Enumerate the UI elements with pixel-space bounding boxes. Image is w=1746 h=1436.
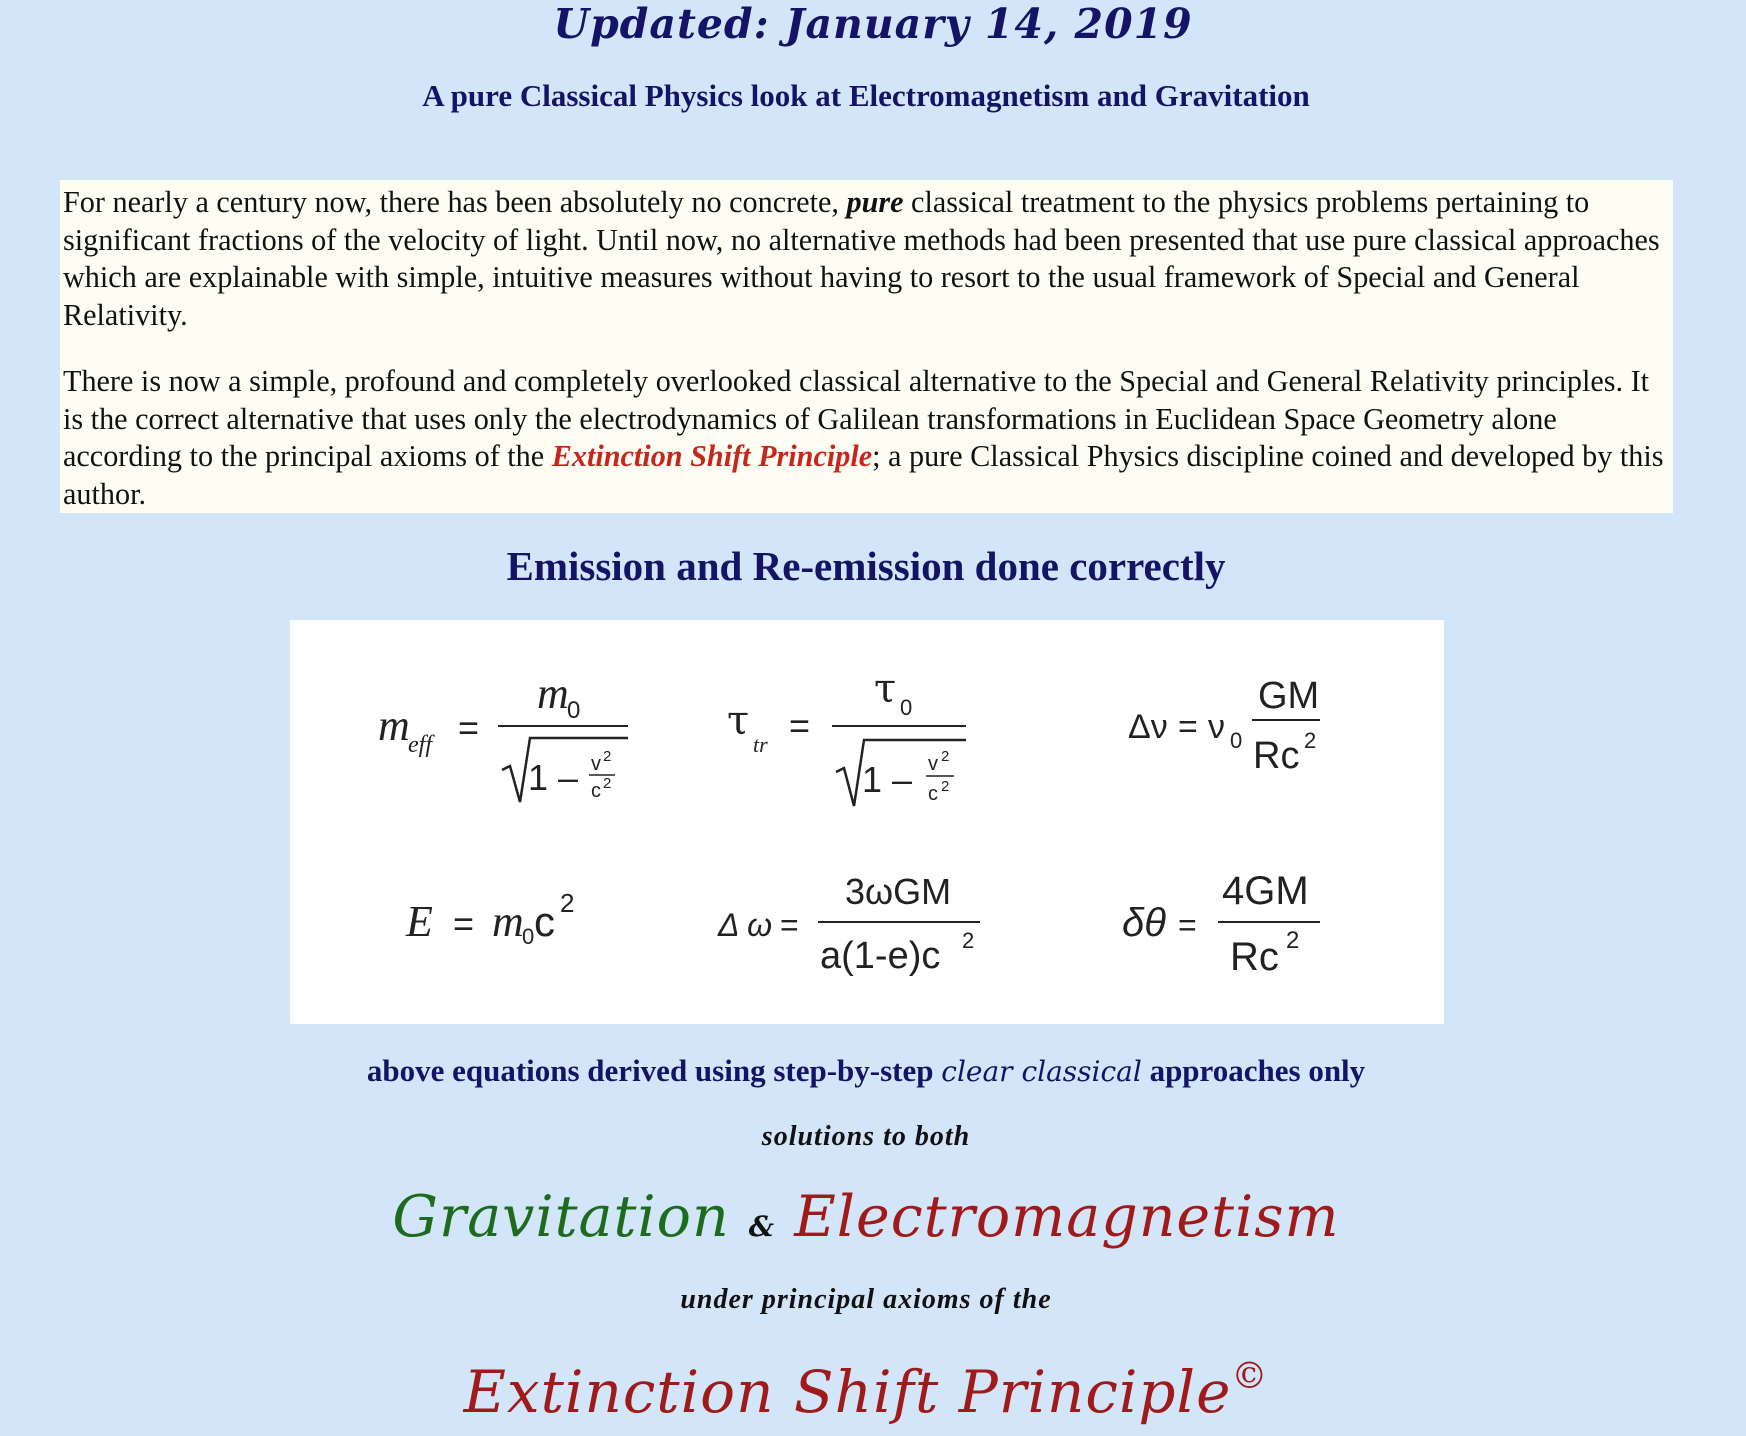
eq1-numerator-sub-0: 0 (567, 697, 581, 724)
eq2-one-minus: 1 – (862, 759, 913, 800)
equation-effective-mass (378, 669, 628, 802)
intro-paragraph-1 (63, 184, 1670, 334)
eq2-tr-subscript: tr (753, 732, 768, 757)
equations-graphic (290, 620, 1444, 1024)
eq3-nu: ν (1208, 708, 1225, 746)
equation-light-deflection (1122, 869, 1320, 979)
topic-ampersand: & (748, 1210, 776, 1243)
eq6-denominator-exp: 2 (1286, 927, 1300, 954)
caption-text-start: above equations derived using step-by-step (366, 1053, 942, 1088)
eq5-equals: = (780, 907, 799, 943)
intro-p1-emphasis-pure: pure (846, 185, 904, 219)
eq1-v-exp: 2 (603, 748, 612, 765)
eq6-denominator: Rc (1230, 935, 1279, 979)
intro-paragraph-2 (63, 363, 1670, 513)
equations-caption (0, 1053, 1732, 1089)
intro-p1-text-start: For nearly a century now, there has been absolutely no concrete, (63, 185, 847, 219)
equation-time-dilation (727, 666, 966, 806)
eq3-equals: = (1178, 708, 1198, 746)
intro-p2-text-end: ; a pure Classical Physics discipline coined and developed by this author. (63, 439, 1664, 511)
copyright-symbol: © (1231, 1356, 1269, 1397)
caption-text-end: approaches only (1141, 1053, 1366, 1088)
eq2-c-exp: 2 (941, 778, 950, 795)
eq1-c-exp: 2 (603, 775, 612, 792)
eq2-numerator-tau: τ (874, 666, 897, 712)
eq4-E: E (406, 897, 433, 946)
equation-frequency-shift (1128, 675, 1320, 777)
extinction-shift-principle-title (0, 1356, 1732, 1426)
eq2-v-exp: 2 (941, 748, 950, 765)
eq3-denominator-Rc: Rc (1253, 735, 1300, 777)
eq4-m-sub-0: 0 (522, 924, 535, 949)
eq1-m-symbol: m (378, 701, 410, 750)
eq3-delta-nu: Δν (1128, 708, 1168, 746)
extinction-shift-principle-link[interactable]: Extinction Shift Principle (551, 439, 873, 473)
eq1-v: v (591, 753, 601, 775)
page-subtitle: A pure Classical Physics look at Electromagnetism and Gravitation (422, 78, 1310, 113)
equation-perihelion-precession (717, 871, 980, 977)
updated-date-heading: Updated: January 14, 2019 (553, 0, 1193, 48)
eq5-denominator: a(1-e)c (820, 935, 941, 977)
eq5-denominator-exp: 2 (962, 928, 975, 953)
solutions-line: solutions to both (761, 1121, 971, 1152)
equation-mass-energy (405, 888, 574, 949)
eq1-numerator-m: m (537, 669, 569, 718)
eq4-equals: = (453, 903, 475, 944)
eq2-numerator-sub-0: 0 (900, 695, 913, 720)
section-heading-emission: Emission and Re-emission done correctly (506, 543, 1226, 589)
topic-gravitation: Gravitation (392, 1184, 730, 1250)
eq5-numerator: 3ωGM (845, 871, 952, 912)
eq2-tau-symbol: τ (727, 698, 750, 744)
eq5-delta-omega: Δ ω (718, 907, 773, 943)
eq1-equals: = (458, 707, 480, 748)
eq6-delta-theta: δθ (1122, 901, 1166, 945)
eq3-nu-sub-0: 0 (1230, 728, 1243, 753)
caption-italic-clear-classical: clear classical (941, 1055, 1142, 1088)
eq3-denominator-exp: 2 (1304, 728, 1317, 753)
topics-heading (0, 1184, 1732, 1250)
eq1-eff-subscript: eff (408, 732, 432, 758)
equation-panel (290, 620, 1444, 1024)
eq4-c-exp: 2 (560, 888, 575, 918)
eq6-numerator: 4GM (1222, 869, 1309, 913)
under-axioms-line: under principal axioms of the (680, 1284, 1052, 1315)
eq1-one-minus: 1 – (528, 757, 579, 798)
intro-p2-text-start: There is now a simple, profound and completely overlooked classical alternative to the Special and General Relativity principles. It is the correct alternative that uses only the electrodynamics of Galilean transformations in Euclidean Space Geometry alone according to the principal axioms of the (63, 364, 1650, 473)
eq2-c: c (928, 783, 938, 805)
eq1-c: c (591, 780, 601, 802)
eq2-equals: = (789, 705, 811, 746)
eq4-m: m (492, 897, 524, 946)
eq6-equals: = (1178, 907, 1197, 943)
intro-p1-text-end: classical treatment to the physics problems pertaining to significant fractions of the velocity of light. Until now, no alternative methods had been presented that use pure classical approaches which are explainable with simple, intuitive measures without having to resort to the usual framework of Special and General Relativity. (63, 185, 1660, 332)
eq4-c: c (534, 898, 555, 945)
eq2-v: v (928, 753, 938, 775)
esp-title-text: Extinction Shift Principle (463, 1358, 1232, 1426)
intro-text-box (60, 180, 1673, 513)
topic-electromagnetism: Electromagnetism (794, 1184, 1340, 1250)
eq3-numerator-GM: GM (1258, 675, 1320, 717)
